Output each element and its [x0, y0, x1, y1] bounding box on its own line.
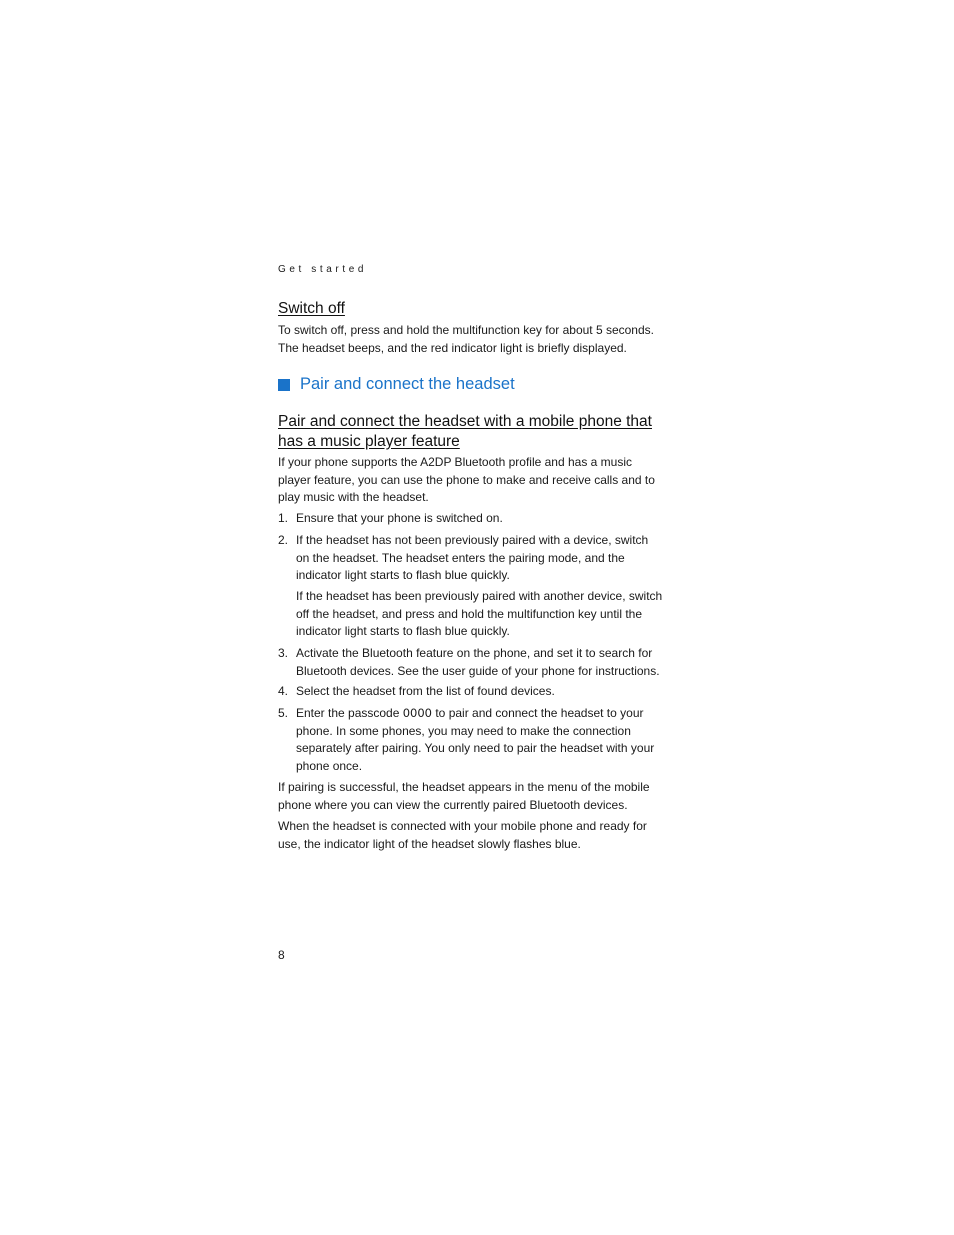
- switch-off-heading: Switch off: [278, 300, 345, 317]
- step-text: on the headset. The headset enters the pairing mode, and the: [296, 550, 625, 565]
- step-number: 3.: [278, 646, 289, 660]
- running-head: Get started: [278, 264, 368, 275]
- switch-off-line-2: The headset beeps, and the red indicator light is briefly displayed.: [278, 340, 627, 355]
- section-title: Pair and connect the headset: [300, 375, 515, 393]
- step-text: indicator light starts to flash blue quickly.: [296, 568, 510, 583]
- step-text: separately after pairing. You only need to pair the headset with your: [296, 741, 655, 756]
- subsection-heading-line-2: has a music player feature: [278, 432, 460, 450]
- step-text: phone once.: [296, 758, 363, 773]
- step-number: 4.: [278, 684, 289, 698]
- step-number: 1.: [278, 511, 289, 525]
- step-2-extra-line-3: indicator light starts to flash blue quickly.: [296, 624, 510, 639]
- step-text: If the headset has not been previously paired with a device, switch: [296, 533, 649, 547]
- step-text: phone. In some phones, you may need to make the connection: [296, 723, 631, 738]
- step-2-extra-line-1: If the headset has been previously paired with another device, switch: [296, 589, 663, 603]
- intro-line-2: player feature, you can use the phone to make and receive calls and to: [278, 472, 655, 487]
- intro-line-3: play music with the headset.: [278, 490, 429, 505]
- intro-line-1: If your phone supports the A2DP Bluetooth profile and has a music: [278, 455, 632, 469]
- step-text: Enter the passcode 0000 to pair and connect the headset to your: [296, 706, 644, 720]
- closing-p1-line-1: If pairing is successful, the headset appears in the menu of the mobile: [278, 780, 650, 794]
- step-number: 5.: [278, 706, 289, 720]
- switch-off-line-1: To switch off, press and hold the multifunction key for about 5 seconds.: [278, 323, 654, 337]
- step-text: Select the headset from the list of found devices.: [296, 684, 555, 698]
- step-2-extra-line-2: off the headset, and press and hold the multifunction key until the: [296, 606, 643, 621]
- closing-p1-line-2: phone where you can view the currently paired Bluetooth devices.: [278, 797, 628, 812]
- closing-p2-line-2: use, the indicator light of the headset slowly flashes blue.: [278, 836, 581, 851]
- section-heading: [278, 375, 515, 394]
- closing-p2-line-1: When the headset is connected with your mobile phone and ready for: [278, 819, 647, 833]
- step-text: Ensure that your phone is switched on.: [296, 511, 503, 525]
- step-text: Activate the Bluetooth feature on the phone, and set it to search for: [296, 646, 653, 660]
- step-text: Bluetooth devices. See the user guide of your phone for instructions.: [296, 663, 660, 678]
- step-number: 2.: [278, 533, 289, 547]
- subsection-heading-line-1: Pair and connect the headset with a mobile phone that: [278, 413, 652, 430]
- passcode: 0000: [402, 706, 433, 720]
- page-number: 8: [278, 948, 285, 962]
- section-square-icon: [278, 379, 290, 391]
